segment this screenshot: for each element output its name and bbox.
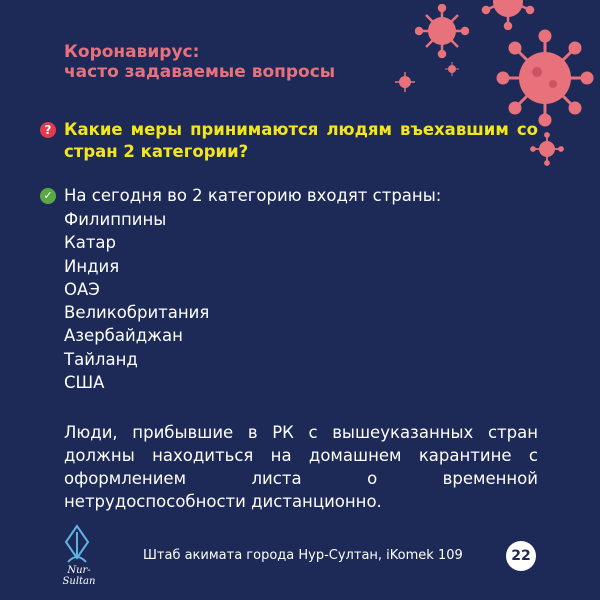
footer-source: Штаб акимата города Нур-Султан, iKomek 109: [143, 548, 463, 563]
answer-intro-text: На сегодня во 2 категорию входят страны:: [64, 186, 442, 205]
faq-answer-intro: [40, 185, 441, 207]
virus-illustration-top-right: [478, 0, 538, 30]
page-title: [64, 42, 335, 82]
virus-illustration-medium: [415, 4, 469, 58]
logo-wordmark: Nur-Sultan: [62, 565, 96, 587]
virus-illustration-large: [495, 28, 595, 128]
virus-illustration-tiny: [445, 62, 459, 76]
list-item: Великобритания: [64, 303, 210, 323]
virus-illustration-small: [393, 70, 417, 94]
question-mark-icon: ?: [40, 122, 56, 138]
country-list: [64, 208, 209, 394]
faq-question: [40, 119, 540, 163]
page-number-badge: 22: [506, 541, 536, 571]
check-mark-icon: ✓: [40, 188, 56, 204]
title-line-1: Коронавирус:: [64, 42, 200, 62]
question-text: Какие меры принимаются людям въехавшим со стран 2 категории?: [64, 120, 538, 161]
list-item: ОАЭ: [64, 279, 100, 299]
title-line-2: часто задаваемые вопросы: [64, 62, 336, 82]
list-item: Филиппины: [64, 210, 167, 229]
list-item: Индия: [64, 256, 120, 276]
list-item: Азербайджан: [64, 326, 183, 346]
answer-paragraph: Люди, прибывшие в РК с вышеуказанных стран должны находиться на домашнем карантине с оформлением листа о временной нетрудоспособности дистанционно.: [64, 423, 538, 511]
list-item: Катар: [64, 233, 117, 253]
list-item: Тайланд: [64, 349, 138, 369]
list-item: США: [64, 373, 105, 393]
